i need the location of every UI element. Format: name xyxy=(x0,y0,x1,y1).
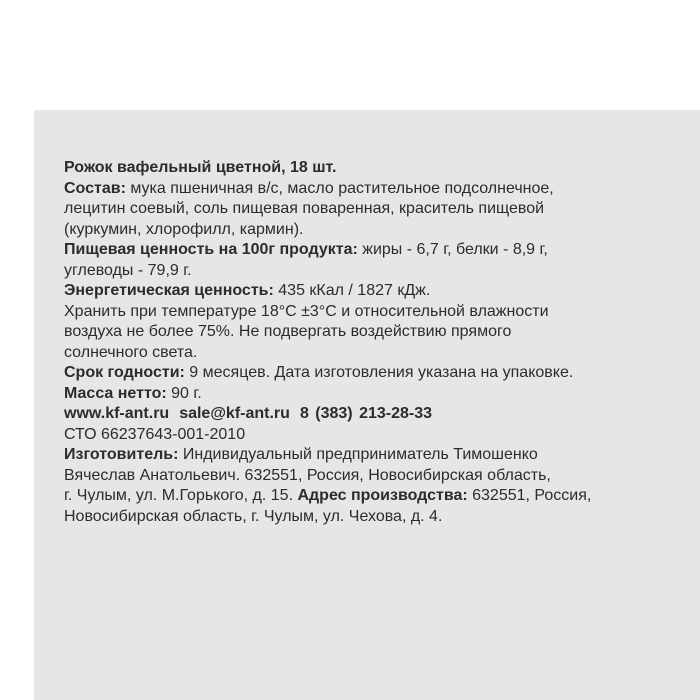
storage-line-3: солнечного света. xyxy=(64,343,198,361)
manufacturer-line-3 xyxy=(64,486,664,507)
phone-number: 8 (383) 213-28-33 xyxy=(299,405,433,422)
website-link[interactable]: www.kf-ant.ru xyxy=(64,405,170,422)
email-link[interactable]: sale@kf-ant.ru xyxy=(179,405,290,422)
manufacturer-line-4: Новосибирская область, г. Чулым, ул. Чехова, д. 4. xyxy=(64,507,443,525)
storage-line-1: Хранить при температуре 18°С ±3°С и относительной влажности xyxy=(64,302,549,320)
net-weight-line xyxy=(64,384,664,405)
energy-line xyxy=(64,281,664,302)
label-text-block xyxy=(64,158,664,527)
manufacturer-line-2: Вячеслав Анатольевич. 632551, Россия, Новосибирская область, xyxy=(64,466,551,484)
manufacturer-text-3b: 632551, Россия, xyxy=(467,487,592,504)
nutrition-line-1 xyxy=(64,240,664,261)
composition-line-3: (куркумин, хлорофилл, кармин). xyxy=(64,220,304,238)
storage-line-2: воздуха не более 75%. Не подвергать воздействию прямого xyxy=(64,323,512,340)
contacts-line xyxy=(64,404,664,425)
nutrition-text-1: жиры - 6,7 г, белки - 8,9 г, xyxy=(357,241,548,258)
composition-label: Состав: xyxy=(64,179,126,197)
shelf-life-line xyxy=(64,363,664,384)
net-weight-value: 90 г. xyxy=(166,384,202,402)
product-title: Рожок вафельный цветной, 18 шт. xyxy=(64,159,337,176)
standard-code: СТО 66237643-001-2010 xyxy=(64,425,246,443)
nutrition-label: Пищевая ценность на 100г продукта: xyxy=(64,241,358,258)
manufacturer-line-1 xyxy=(64,445,664,466)
manufacturer-text-3a: г. Чулым, ул. М.Горького, д. 15. xyxy=(64,487,298,504)
energy-label: Энергетическая ценность: xyxy=(64,282,274,299)
production-address-label: Адрес производства: xyxy=(297,487,468,504)
composition-line-2: лецитин соевый, соль пищевая поваренная, краситель пищевой xyxy=(64,200,545,217)
composition-text-1: мука пшеничная в/с, масло растительное подсолнечное, xyxy=(125,179,554,197)
energy-value: 435 кКал / 1827 кДж. xyxy=(273,282,431,299)
nutrition-line-2: углеводы - 79,9 г. xyxy=(64,261,192,279)
shelf-life-value: 9 месяцев. Дата изготовления указана на упаковке. xyxy=(184,364,574,381)
net-weight-label: Масса нетто: xyxy=(64,384,167,402)
manufacturer-label: Изготовитель: xyxy=(64,446,179,463)
shelf-life-label: Срок годности: xyxy=(64,364,185,381)
manufacturer-text-1: Индивидуальный предприниматель Тимошенко xyxy=(178,446,538,463)
composition-line-1 xyxy=(64,179,664,200)
